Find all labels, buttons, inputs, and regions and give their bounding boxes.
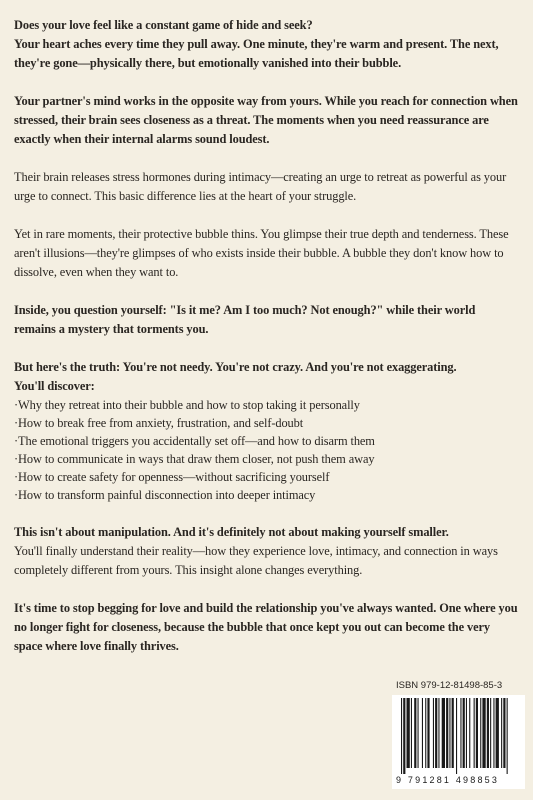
barcode-bar	[460, 698, 461, 768]
barcode-bar	[438, 698, 439, 768]
barcode-bar	[507, 698, 508, 774]
barcode-bars	[392, 695, 525, 789]
intro-paragraph: Your heart aches every time they pull away. One minute, they're warm and present. The next, they're gone—physically there, but emotionally vanished into their bubble.	[14, 37, 499, 70]
barcode-block	[392, 680, 525, 792]
barcode-bar	[403, 698, 405, 774]
barcode-digits: 9 791281 498853	[396, 775, 500, 785]
not-manipulation-line: This isn't about manipulation. And it's definitely not about making yourself smaller.	[14, 525, 449, 539]
barcode-bar	[474, 698, 475, 768]
barcode-bar	[418, 698, 419, 768]
closing-paragraph: It's time to stop begging for love and build the relationship you've always wanted. One where you no longer fight for closeness, because the bubble that once kept you out can become the very space where love finally thrives.	[14, 601, 518, 653]
barcode-bar	[446, 698, 448, 768]
barcode-bar	[480, 698, 481, 768]
self-question-paragraph: Inside, you question yourself: "Is it me? Am I too much? Not enough?" while their world remains a mystery that torments you.	[14, 303, 476, 336]
barcode-bar	[482, 698, 485, 768]
barcode-bar	[433, 698, 434, 768]
rare-moments-paragraph: Yet in rare moments, their protective bubble thins. You glimpse their true depth and tenderness. These aren't illusions—they're glimpses of who exists inside their bubble. A bubble they don't know how to dissolve, even when they want to.	[14, 227, 509, 279]
list-item: ·The emotional triggers you accidentally set off—and how to disarm them	[14, 434, 375, 448]
barcode-bar	[427, 698, 429, 768]
understand-paragraph: You'll finally understand their reality—how they experience love, intimacy, and connection in ways completely different from yours. This insight alone changes everything.	[14, 544, 498, 577]
barcode-bar	[501, 698, 502, 768]
truth-line: But here's the truth: You're not needy. You're not crazy. And you're not exaggerating.	[14, 360, 457, 374]
barcode-bar	[456, 698, 457, 774]
partner-mind-paragraph: Your partner's mind works in the opposite way from yours. While you reach for connection when stressed, their brain sees closeness as a threat. The moments when you need reassurance are exactly when their internal alarms sound loudest.	[14, 94, 518, 146]
barcode-bar	[407, 698, 410, 768]
barcode-bar	[496, 698, 499, 768]
barcode-bar	[493, 698, 494, 768]
list-item: ·How to transform painful disconnection into deeper intimacy	[14, 488, 316, 502]
barcode-bar	[435, 698, 437, 768]
barcode-bar	[469, 698, 470, 768]
list-item: ·How to communicate in ways that draw them closer, not push them away	[14, 452, 375, 466]
barcode-bar	[452, 698, 454, 768]
list-item: ·How to break free from anxiety, frustration, and self-doubt	[14, 416, 304, 430]
barcode-bar	[425, 698, 426, 768]
stress-hormones-paragraph: Their brain releases stress hormones during intimacy—creating an urge to retreat as powerful as your urge to connect. This basic difference lies at the heart of your struggle.	[14, 170, 507, 203]
barcode-bar	[449, 698, 450, 768]
list-item: ·How to create safety for openness—without sacrificing yourself	[14, 470, 330, 484]
discover-heading: You'll discover:	[14, 379, 95, 393]
discover-list	[14, 396, 519, 504]
barcode-bar	[463, 698, 465, 768]
barcode-bar	[414, 698, 416, 768]
barcode-bar	[487, 698, 489, 768]
barcode-bar	[490, 698, 491, 768]
barcode	[392, 695, 525, 789]
barcode-bar	[466, 698, 467, 768]
barcode-bar	[411, 698, 412, 768]
barcode-bar	[401, 698, 402, 774]
list-item: ·Why they retreat into their bubble and how to stop taking it personally	[14, 398, 360, 412]
hook-question: Does your love feel like a constant game of hide and seek?	[14, 18, 313, 32]
barcode-bar	[503, 698, 505, 768]
barcode-bar	[422, 698, 423, 768]
barcode-bar	[476, 698, 478, 768]
barcode-bar	[442, 698, 445, 768]
isbn-label: ISBN 979-12-81498-85-3	[396, 680, 503, 691]
